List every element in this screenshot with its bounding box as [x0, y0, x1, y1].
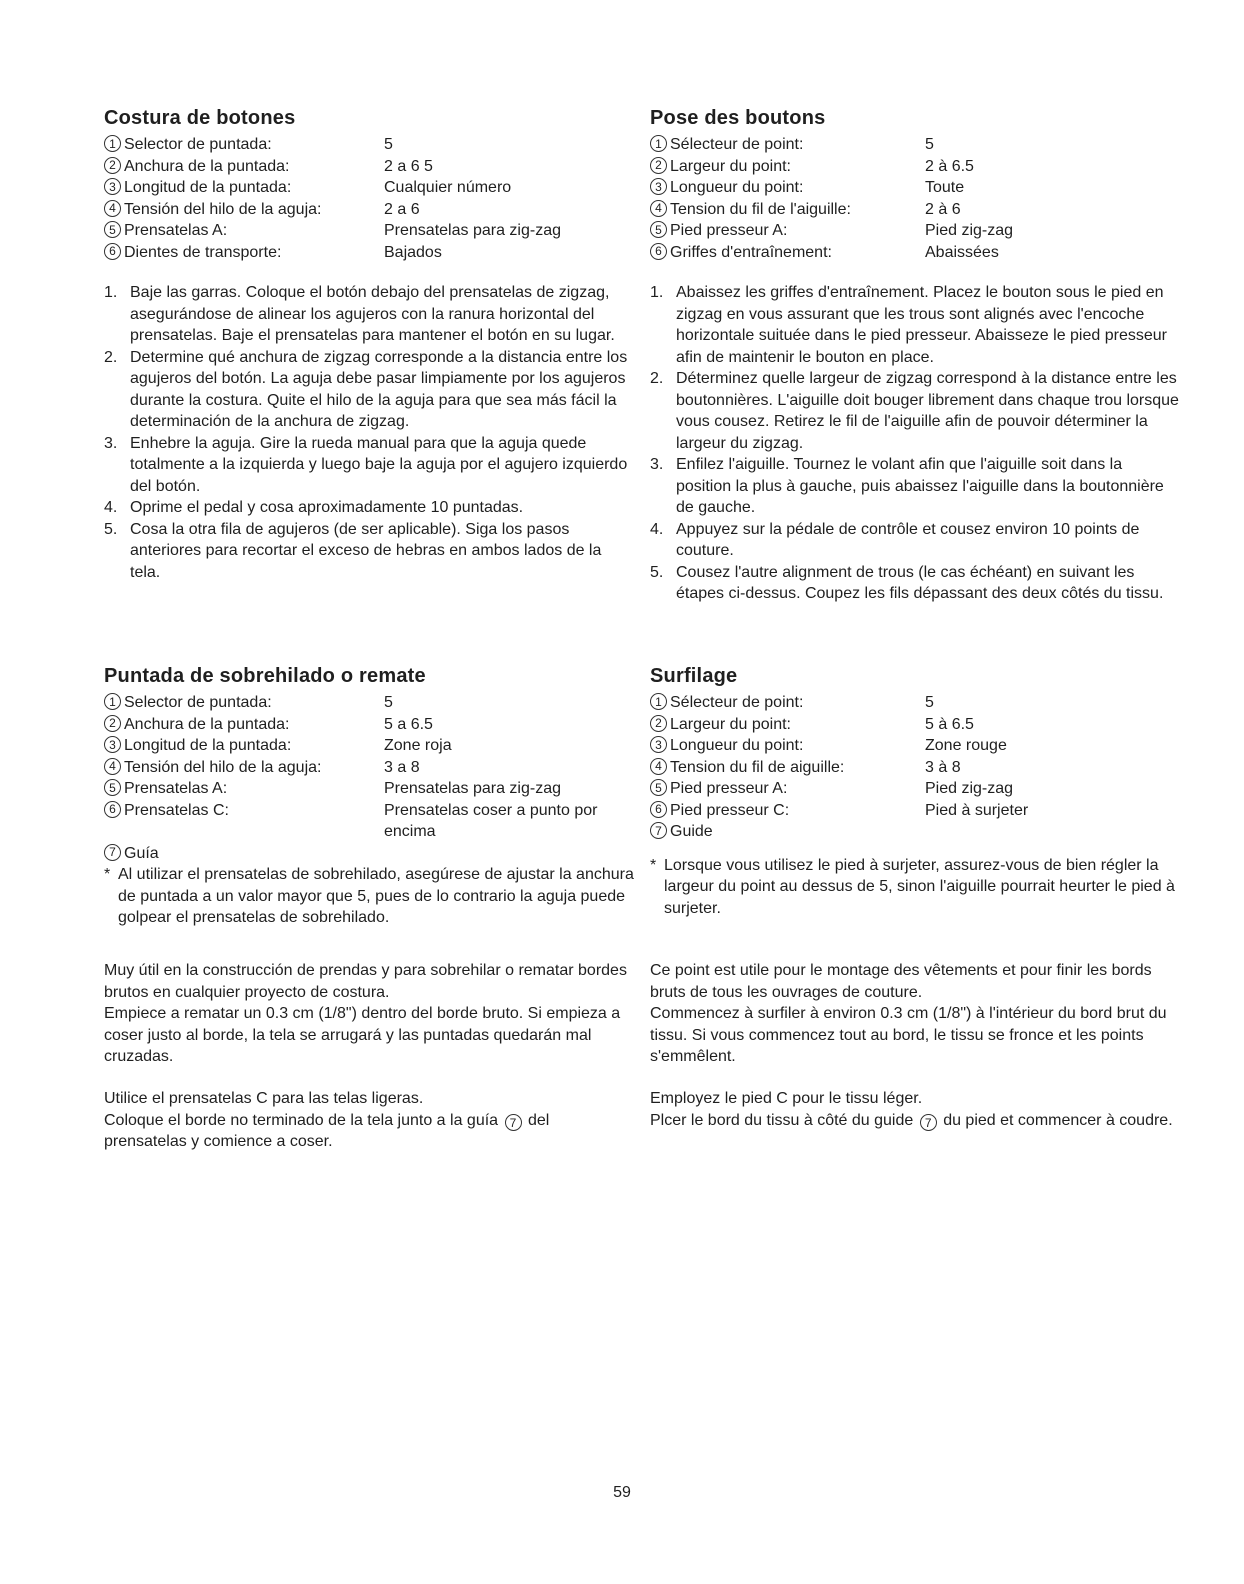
setting-row: [104, 177, 634, 199]
setting-value: Zone roja: [384, 737, 452, 754]
setting-row: [650, 778, 1180, 800]
step-text: Enhebre la aguja. Gire la rueda manual para que la aguja quede totalmente a la izquierda y luego baje la aguja por el agujero izquierdo del botón.: [130, 434, 628, 495]
step-number: 3.: [104, 434, 118, 452]
es-guide-line: [104, 843, 634, 865]
setting-value: 5: [384, 694, 393, 711]
setting-value: 2 a 6: [384, 200, 420, 218]
setting-row: [104, 134, 634, 156]
circled-number: 3: [104, 736, 121, 753]
setting-label: Largeur du point:: [670, 157, 791, 175]
es-note: [104, 864, 634, 929]
setting-label: Prensatelas A:: [124, 780, 228, 797]
setting-row: [104, 714, 634, 736]
circled-number: 1: [650, 135, 667, 152]
setting-row: [650, 242, 1180, 264]
setting-label: Tension du fil de aiguille:: [670, 758, 845, 776]
circled-number: 6: [104, 801, 121, 818]
guide-label: Guía: [124, 844, 159, 862]
circled-number: 2: [104, 157, 121, 174]
step-number: 1.: [104, 284, 118, 301]
setting-value: Toute: [925, 179, 965, 196]
setting-label: Longitud de la puntada:: [124, 179, 292, 196]
circled-number: 2: [650, 715, 667, 732]
paragraph: Commencez à surfiler à environ 0.3 cm (1/8") à l'intérieur du bord brut du tissu. Si vous commencez tout au bord, le tissu se fronce et les points s'emmêlent.: [650, 1005, 1167, 1065]
list-item: [650, 454, 1180, 519]
setting-row: [650, 714, 1180, 736]
setting-row: [650, 134, 1180, 156]
circled-number: 2: [650, 157, 667, 174]
fr-overcast-para2: [650, 1088, 1180, 1131]
list-item: [104, 433, 634, 498]
setting-label: Pied presseur C:: [670, 801, 790, 819]
circled-number: 1: [104, 135, 121, 152]
setting-row: [650, 199, 1180, 221]
step-number: 2.: [650, 370, 664, 387]
setting-row: [650, 177, 1180, 199]
circled-number: 5: [650, 221, 667, 238]
circled-number: 1: [650, 693, 667, 710]
circled-number: 1: [104, 693, 121, 710]
setting-row: [650, 156, 1180, 178]
circled-number: 4: [104, 758, 121, 775]
list-item: [104, 282, 634, 347]
es-overcast-para2: [104, 1088, 634, 1153]
step-number: 4.: [104, 499, 118, 516]
setting-label: Largeur du point:: [670, 715, 791, 733]
list-item: [104, 497, 634, 519]
setting-row: [104, 757, 634, 779]
setting-value: 3 à 8: [925, 758, 961, 776]
circled-number: 7: [505, 1114, 522, 1131]
fr-button-section: [650, 106, 1180, 263]
circled-number: 2: [104, 715, 121, 732]
setting-value: 5 a 6.5: [384, 715, 433, 733]
step-number: 5.: [104, 520, 118, 538]
paragraph: Empiece a rematar un 0.3 cm (1/8") dentro del borde bruto. Si empieza a coser justo al borde, la tela se arrugará y las puntadas quedarán mal cruzadas.: [104, 1005, 621, 1065]
guide-label: Guide: [670, 823, 713, 840]
asterisk-icon: *: [650, 856, 657, 874]
note-text: Lorsque vous utilisez le pied à surjeter, assurez-vous de bien régler la largeur du point au dessus de 5, sinon l'aiguille pourrait heurter le pied à surjeter.: [664, 856, 1175, 917]
circled-number: 4: [104, 200, 121, 217]
fr-overcast-section: [650, 664, 1180, 919]
step-text: Cousez l'autre alignment de trous (le cas échéant) en suivant les étapes ci-dessus. Coupez les fils dépassant des deux côtés du tissu.: [676, 563, 1164, 602]
list-item: [650, 368, 1180, 454]
circled-number: 5: [650, 779, 667, 796]
setting-value: Prensatelas coser a punto por encima: [384, 801, 598, 840]
es-overcast-para1: [104, 960, 634, 1068]
es-button-steps: [104, 282, 634, 583]
setting-label: Longueur du point:: [670, 179, 804, 196]
setting-label: Tension du fil de l'aiguille:: [670, 200, 851, 218]
setting-label: Selector de puntada:: [124, 136, 272, 153]
setting-label: Dientes de transporte:: [124, 243, 282, 261]
setting-row: [650, 735, 1180, 757]
fr-button-steps: [650, 282, 1180, 605]
asterisk-icon: *: [104, 866, 111, 883]
step-text: Oprime el pedal y cosa aproximadamente 10 puntadas.: [130, 499, 524, 516]
step-text: Enfilez l'aiguille. Tournez le volant afin que l'aiguille soit dans la position la plus à gauche, puis abaissez l'aiguille dans la boutonnière de gauche.: [676, 456, 1164, 516]
step-number: 4.: [650, 520, 664, 538]
fr-button-settings: [650, 134, 1180, 263]
setting-label: Anchura de la puntada:: [124, 157, 290, 175]
setting-row: [650, 757, 1180, 779]
setting-value: 5: [384, 136, 393, 153]
setting-value: Abaissées: [925, 243, 999, 261]
setting-value: Pied zig-zag: [925, 222, 1014, 239]
fr-note: [650, 855, 1180, 920]
note-text: Al utilizar el prensatelas de sobrehilado, asegúrese de ajustar la anchura de puntada a un valor mayor que 5, pues de lo contrario la aguja puede golpear el prensatelas de sobrehilado.: [118, 866, 634, 926]
circled-number: 7: [104, 844, 121, 861]
circled-number: 3: [650, 736, 667, 753]
setting-value: 3 a 8: [384, 758, 420, 776]
list-item: [650, 562, 1180, 605]
circled-number: 3: [650, 178, 667, 195]
step-text: Déterminez quelle largeur de zigzag correspond à la distance entre les boutonnières. L'aiguille doit bouger librement dans chaque trou lorsque vous cousez. Retirez le fil de l'aiguille afin de pouvoir déterminer la largeur du zigzag.: [676, 370, 1179, 452]
step-text: Determine qué anchura de zigzag corresponde a la distancia entre los agujeros del botón. La aguja debe pasar limpiamente por los agujeros durante la costura. Quite el hilo de la aguja para que sea más fácil la determinación de la anchura de zigzag.: [130, 348, 628, 430]
circled-number: 5: [104, 221, 121, 238]
es-overcast-title: Puntada de sobrehilado o remate: [104, 665, 426, 687]
setting-value: 5: [925, 136, 934, 153]
setting-label: Longueur du point:: [670, 737, 804, 754]
fr-overcast-settings: [650, 692, 1180, 821]
setting-label: Anchura de la puntada:: [124, 715, 290, 733]
setting-label: Longitud de la puntada:: [124, 737, 292, 754]
paragraph-text: Coloque el borde no terminado de la tela junto a la guía: [104, 1111, 499, 1129]
circled-number: 7: [920, 1114, 937, 1131]
paragraph: Utilice el prensatelas C para las telas ligeras.: [104, 1090, 424, 1107]
fr-overcast-title: Surfilage: [650, 665, 738, 687]
circled-number: 6: [650, 801, 667, 818]
setting-value: Zone rouge: [925, 737, 1007, 754]
list-item: [650, 282, 1180, 368]
setting-row: [104, 220, 634, 242]
setting-row: [104, 156, 634, 178]
fr-guide-line: [650, 821, 1180, 843]
setting-row: [104, 242, 634, 264]
setting-row: [104, 692, 634, 714]
setting-label: Prensatelas C:: [124, 801, 229, 819]
step-text: Cosa la otra fila de agujeros (de ser aplicable). Siga los pasos anteriores para recortar el exceso de hebras en ambos lados de la tela.: [130, 520, 602, 581]
circled-number: 4: [650, 758, 667, 775]
circled-number: 6: [650, 243, 667, 260]
setting-label: Sélecteur de point:: [670, 694, 804, 711]
paragraph: Employez le pied C pour le tissu léger.: [650, 1090, 923, 1107]
circled-number: 4: [650, 200, 667, 217]
es-button-title: Costura de botones: [104, 107, 296, 129]
setting-label: Tensión del hilo de la aguja:: [124, 200, 322, 218]
setting-label: Pied presseur A:: [670, 222, 788, 239]
es-overcast-section: [104, 664, 634, 929]
circled-number: 7: [650, 822, 667, 839]
fr-overcast-para1: [650, 960, 1180, 1068]
paragraph: Ce point est utile pour le montage des vêtements et pour finir les bords bruts de tous les ouvrages de couture.: [650, 962, 1152, 1001]
setting-label: Pied presseur A:: [670, 780, 788, 797]
setting-value: Pied zig-zag: [925, 780, 1014, 797]
setting-value: Pied à surjeter: [925, 801, 1029, 819]
setting-row: [650, 692, 1180, 714]
step-number: 2.: [104, 348, 118, 366]
setting-value: 5 à 6.5: [925, 715, 974, 733]
setting-value: 2 a 6 5: [384, 157, 433, 175]
es-button-settings: [104, 134, 634, 263]
setting-value: 5: [925, 694, 934, 711]
setting-value: 2 à 6.5: [925, 157, 974, 175]
circled-number: 6: [104, 243, 121, 260]
setting-label: Tensión del hilo de la aguja:: [124, 758, 322, 776]
setting-label: Selector de puntada:: [124, 694, 272, 711]
step-number: 5.: [650, 563, 664, 581]
setting-row: [104, 778, 634, 800]
list-item: [650, 519, 1180, 562]
setting-label: Griffes d'entraînement:: [670, 243, 832, 261]
setting-value: Cualquier número: [384, 179, 512, 196]
paragraph: Muy útil en la construcción de prendas y para sobrehilar o rematar bordes brutos en cualquier proyecto de costura.: [104, 962, 627, 1001]
step-text: Appuyez sur la pédale de contrôle et cousez environ 10 points de couture.: [676, 520, 1140, 559]
step-text: Abaissez les griffes d'entraînement. Placez le bouton sous le pied en zigzag en vous assurant que les trous sont alignés avec l'encoche horizontale suituée dans le pied presseur. Abaisseze le pied presseur afin de maintenir le bouton en place.: [676, 284, 1167, 366]
setting-row: [104, 800, 634, 843]
setting-row: [650, 800, 1180, 822]
setting-row: [104, 199, 634, 221]
list-item: [104, 347, 634, 433]
es-overcast-settings: [104, 692, 634, 843]
step-number: 1.: [650, 284, 664, 301]
paragraph-text: del prensatelas y comience a coser.: [104, 1111, 550, 1150]
paragraph: [104, 1110, 634, 1153]
step-text: Baje las garras. Coloque el botón debajo del prensatelas de zigzag, asegurándose de alinear los agujeros con la ranura horizontal del prensatelas. Baje el prensatelas para mantener el botón en su lugar.: [130, 284, 615, 344]
circled-number: 3: [104, 178, 121, 195]
list-item: [104, 519, 634, 584]
paragraph: [650, 1110, 1180, 1132]
step-number: 3.: [650, 456, 664, 473]
setting-row: [650, 220, 1180, 242]
es-button-section: [104, 106, 634, 263]
paragraph-text: du pied et commencer à coudre.: [943, 1111, 1173, 1129]
setting-value: 2 à 6: [925, 200, 961, 218]
setting-label: Prensatelas A:: [124, 222, 228, 239]
setting-label: Sélecteur de point:: [670, 136, 804, 153]
paragraph-text: Plcer le bord du tissu à côté du guide: [650, 1111, 914, 1129]
fr-button-title: Pose des boutons: [650, 107, 826, 129]
setting-value: Bajados: [384, 243, 442, 261]
setting-value: Prensatelas para zig-zag: [384, 780, 561, 797]
setting-row: [104, 735, 634, 757]
setting-value: Prensatelas para zig-zag: [384, 222, 561, 239]
circled-number: 5: [104, 779, 121, 796]
page-number: 59: [613, 1484, 631, 1501]
